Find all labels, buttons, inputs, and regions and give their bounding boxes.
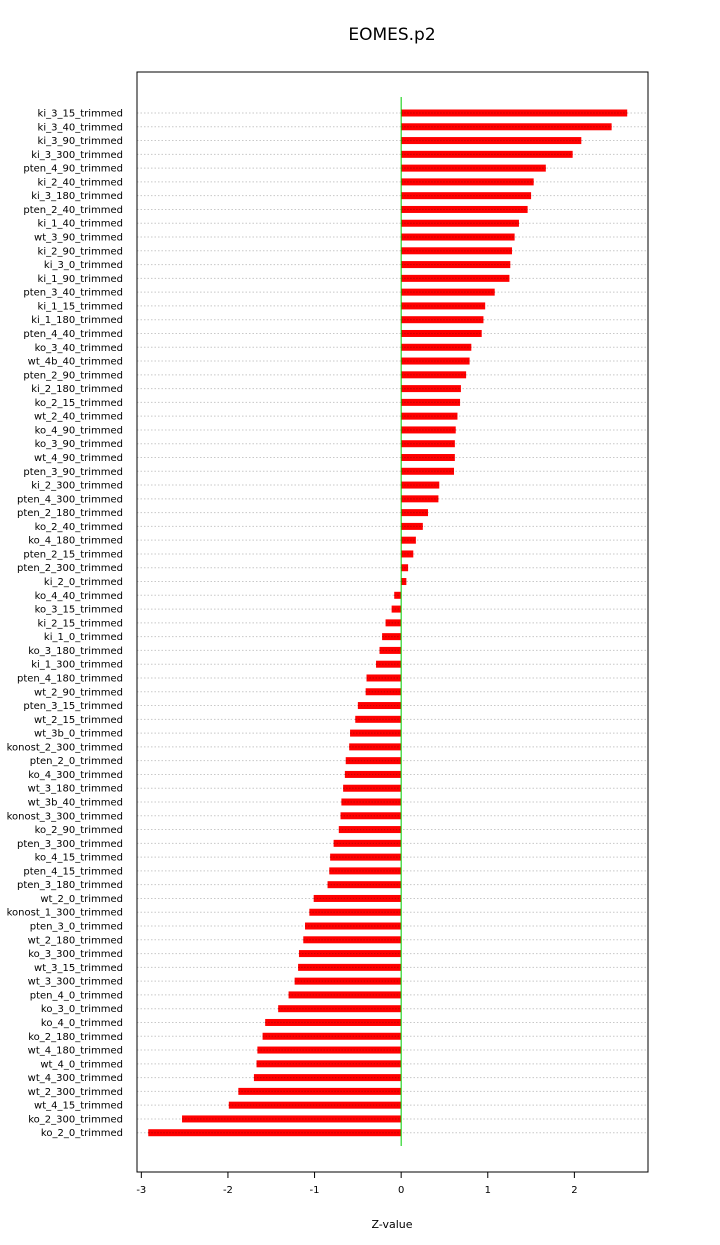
bar [392,606,402,613]
bar [182,1115,401,1122]
category-label: ki_2_0_trimmed [43,577,123,589]
bar [401,123,611,130]
category-label: wt_2_180_trimmed [27,935,123,947]
category-label: wt_3_15_trimmed [34,962,123,974]
bar [401,275,509,282]
category-label: pten_3_0_trimmed [29,921,123,933]
bar [401,247,512,254]
bar [401,289,495,296]
bar [339,826,401,833]
category-label: wt_4_0_trimmed [40,1059,123,1071]
category-label: ko_4_180_trimmed [28,535,123,547]
bar [401,110,627,117]
category-label: pten_4_0_trimmed [29,990,123,1002]
category-label: ki_2_300_trimmed [31,480,123,492]
bar [350,730,401,737]
bar [401,468,454,475]
bar [401,482,439,489]
category-label: ki_1_300_trimmed [31,659,123,671]
bar [367,674,402,681]
bar [401,537,416,544]
bar [355,716,401,723]
bar [358,702,401,709]
x-tick-label: -2 [222,1185,233,1196]
category-label: pten_3_180_trimmed [16,880,123,892]
bar [401,509,428,516]
bar [401,440,455,447]
bar [401,385,461,392]
bar [401,413,457,420]
bar [401,495,438,502]
category-label: ki_1_15_trimmed [37,301,123,313]
category-label: ko_2_180_trimmed [28,1031,123,1043]
category-label: ko_4_90_trimmed [34,425,123,437]
bar [401,206,527,213]
category-label: ki_1_40_trimmed [37,218,123,230]
category-label: ko_2_15_trimmed [34,397,123,409]
bar [303,936,401,943]
bar [401,261,510,268]
category-label: wt_4_300_trimmed [27,1073,123,1085]
bar [328,881,402,888]
category-label: ko_3_0_trimmed [40,1004,123,1016]
bar [401,330,482,337]
bar [401,454,455,461]
category-label: ki_3_15_trimmed [37,108,123,120]
category-label: ki_3_40_trimmed [37,122,123,134]
category-label: wt_4_90_trimmed [34,453,123,464]
category-label: ko_2_40_trimmed [34,521,123,533]
category-label: pten_2_40_trimmed [23,204,123,216]
bar [345,771,401,778]
category-label: ki_1_90_trimmed [37,273,123,285]
bar [346,757,401,764]
category-label: ki_3_180_trimmed [31,191,123,203]
category-label: ko_4_40_trimmed [34,590,123,602]
category-label: ko_4_300_trimmed [28,769,123,781]
bar [380,647,402,654]
bar [341,799,401,806]
category-label: ki_3_90_trimmed [37,136,123,148]
category-label: ko_2_300_trimmed [28,1114,123,1126]
bar [386,619,402,626]
bar [382,633,401,640]
bar [401,165,546,172]
bar [238,1088,401,1095]
category-label: ko_3_40_trimmed [34,342,123,354]
category-label: wt_3b_40_trimmed [27,797,123,809]
x-tick-label: 0 [397,1185,405,1196]
category-label: ko_2_0_trimmed [40,1128,123,1140]
bar [229,1102,401,1109]
bar [376,661,401,668]
bar [394,592,401,599]
category-label: ki_3_0_trimmed [43,260,123,272]
category-label: wt_4_15_trimmed [34,1100,123,1112]
category-label: wt_3_180_trimmed [27,783,123,795]
category-label: ki_2_180_trimmed [31,384,123,396]
category-label: ki_2_90_trimmed [37,246,123,258]
category-labels [7,109,123,1140]
category-label: wt_4b_40_trimmed [27,356,123,368]
category-label: pten_3_300_trimmed [16,838,123,850]
bar [299,950,401,957]
bar [298,964,401,971]
category-label: pten_4_180_trimmed [16,673,123,685]
bar [289,991,402,998]
category-label: konost_2_300_trimmed [6,742,123,754]
x-tick-label: -1 [309,1185,320,1196]
category-label: konost_1_300_trimmed [6,907,123,919]
category-label: wt_2_15_trimmed [34,714,123,726]
category-label: ko_3_90_trimmed [34,439,123,451]
category-label: wt_4_180_trimmed [27,1045,123,1057]
bar [265,1019,401,1026]
bar [343,785,401,792]
category-label: pten_2_15_trimmed [23,549,123,561]
bar [401,220,519,227]
bar [278,1005,401,1012]
bar [401,234,514,241]
category-label: pten_2_0_trimmed [29,756,123,768]
bar [401,178,534,185]
category-label: ko_4_0_trimmed [40,1017,123,1029]
bar [401,137,581,144]
bar [401,151,572,158]
category-label: wt_3_90_trimmed [34,232,123,244]
category-label: pten_3_90_trimmed [23,466,123,478]
bar [401,426,456,433]
category-label: pten_4_90_trimmed [23,163,123,175]
bar [401,550,413,557]
bar [349,743,401,750]
bars [148,110,627,1137]
bar [401,399,460,406]
bar [329,867,401,874]
bar [257,1060,402,1067]
bar [401,192,531,199]
category-label: wt_2_300_trimmed [27,1086,123,1098]
category-label: wt_2_40_trimmed [34,411,123,423]
category-label: ki_1_0_trimmed [43,632,123,644]
category-label: wt_3b_0_trimmed [34,728,123,740]
category-label: ki_2_40_trimmed [37,177,123,189]
bar [305,923,401,930]
category-label: ki_3_300_trimmed [31,149,123,161]
bar [314,895,401,902]
category-label: ko_4_15_trimmed [34,852,123,864]
category-label: pten_2_300_trimmed [16,563,123,575]
bar [148,1129,401,1136]
bar [366,688,402,695]
bar [330,854,401,861]
category-label: ko_2_90_trimmed [34,825,123,837]
category-label: pten_3_40_trimmed [23,287,123,299]
category-label: wt_3_300_trimmed [27,976,123,988]
bar [254,1074,401,1081]
x-tick-label: 2 [571,1185,578,1196]
bar [341,812,402,819]
category-label: ko_3_180_trimmed [28,645,123,657]
bar [263,1033,402,1040]
category-label: ki_2_15_trimmed [37,618,123,630]
bar [401,344,471,351]
category-label: pten_3_15_trimmed [23,701,123,713]
category-label: pten_2_180_trimmed [16,508,123,520]
category-label: ko_3_15_trimmed [34,604,123,616]
chart-title: EOMES.p2 [348,25,436,45]
category-label: wt_2_90_trimmed [34,687,123,699]
bar [401,371,466,378]
bar [401,578,406,585]
bar [334,840,402,847]
bar [401,316,483,323]
category-label: pten_4_300_trimmed [16,494,123,506]
bar [401,302,485,309]
x-axis-label: Z-value [371,1218,413,1231]
category-label: pten_2_90_trimmed [23,370,123,382]
x-axis [136,1172,577,1196]
bar [295,978,402,985]
x-tick-label: -3 [136,1185,147,1196]
category-label: ki_1_180_trimmed [31,315,123,327]
category-label: konost_3_300_trimmed [6,811,123,823]
bar [401,564,408,571]
category-label: pten_4_40_trimmed [23,328,123,340]
bar [401,523,423,530]
category-label: wt_2_0_trimmed [40,893,123,905]
bar [309,909,401,916]
x-tick-label: 1 [484,1185,491,1196]
category-label: pten_4_15_trimmed [23,866,123,878]
category-label: ko_3_300_trimmed [28,949,123,961]
bar [401,358,469,365]
bar [257,1047,401,1054]
